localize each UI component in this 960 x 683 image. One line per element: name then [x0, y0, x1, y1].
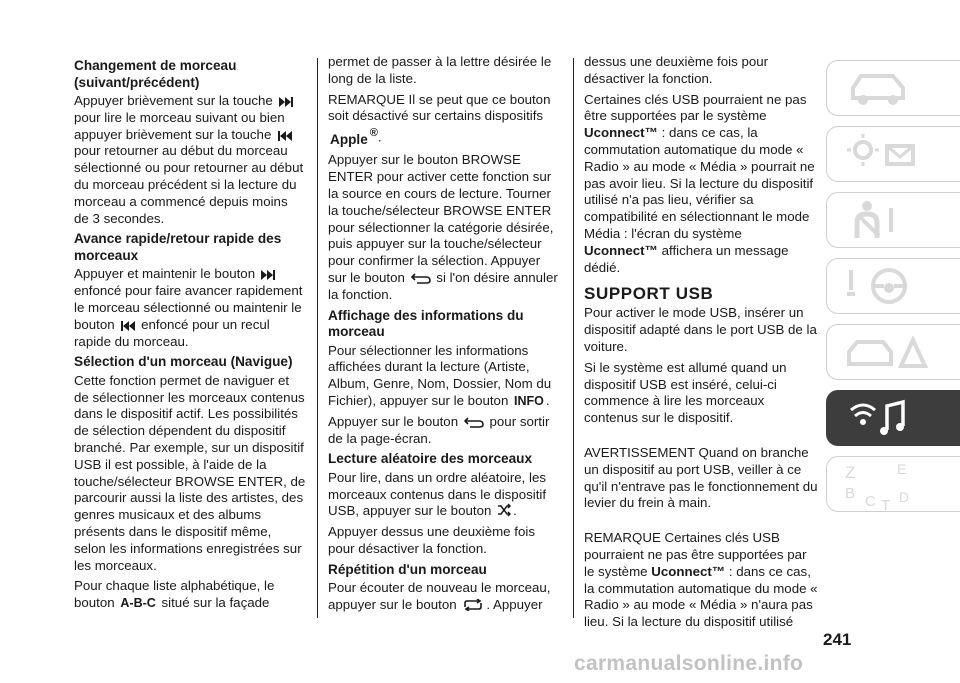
steering-wheel-icon: [841, 264, 931, 308]
chapter-tab-index[interactable]: [826, 456, 960, 512]
paragraph-usb-activate: Pour activer le mode USB, insérer un dispositif adapté dans le port USB de la voiture.: [584, 305, 817, 354]
paragraph-usb-note: REMARQUE Certaines clés USB pourraient ne pas être supportées par le système Uconnect™ : dans ce cas, la commutation automatique du mode « Radio » au mode « Média » n'aura pas lieu. Si la lecture du dispositif utilisé: [584, 530, 818, 630]
heading-track-selection: Sélection d'un morceau (Navigue): [74, 354, 293, 370]
paragraph-track-selection: Cette fonction permet de naviguer et de sélectionner les morceaux contenus dans le dispositif actif. Les possibilités de sélection dépendent du dispositif branché. Par exemple, sur un dispositif USB il est possible, à l'aide de la touche/sélecteur BROWSE ENTER, de parcourir aussi la liste des artistes, des genres musicaux et des albums présents dans le dispositif même, selon les informations enregistrées sur les morceaux.: [74, 372, 306, 573]
index-letter: E: [897, 462, 907, 477]
warning-lights-icon: [841, 132, 931, 176]
chapter-tabs: [826, 60, 960, 522]
index-letter: Z: [845, 463, 856, 482]
paragraph-shuffle-off: Appuyer dessus une deuxième fois pour désactiver la fonction.: [328, 524, 535, 557]
paragraph-usb-autoplay: Si le système est allumé quand un dispositif USB est inséré, celui-ci commence à lire les morceaux contenus sur le dispositif.: [584, 359, 787, 426]
chapter-tab-driving[interactable]: [826, 258, 960, 314]
watermark: carmanualsonline.info: [574, 652, 804, 675]
uconnect-brand: Uconnect™: [584, 125, 658, 141]
repeat-icon: [462, 599, 484, 611]
paragraph-shuffle: Pour lire, dans un ordre aléatoire, les morceaux contenus dans le dispositif USB, appuyer sur le bouton .: [328, 469, 547, 519]
car-icon: [841, 66, 931, 110]
apple-brand: Apple: [330, 131, 368, 147]
uconnect-brand: Uconnect™: [651, 563, 726, 579]
heading-usb-support: SUPPORT USB: [584, 284, 714, 304]
seatbelt-icon: [841, 198, 931, 242]
breakdown-icon: [841, 330, 931, 374]
heading-fast-forward: Avance rapide/retour rapide des morceaux: [74, 231, 282, 263]
paragraph-alphabetic-list-cont: permet de passer à la lettre désirée le long de la liste.: [328, 54, 552, 86]
abc-button-label: A-B-C: [120, 596, 156, 611]
info-button-label: INFO: [514, 393, 544, 408]
chapter-tab-vehicle[interactable]: [826, 60, 960, 116]
heading-repeat: Répétition d'un morceau: [328, 561, 487, 577]
index-letter: D: [899, 489, 910, 505]
next-track-icon: [261, 270, 276, 280]
heading-shuffle: Lecture aléatoire des morceaux: [328, 451, 532, 467]
column-left: [74, 54, 306, 616]
paragraph-alphabetic-list: Pour chaque liste alphabétique, le bouton A-B-C situé sur la façade: [74, 578, 275, 611]
column-right: [584, 54, 818, 635]
index-letter: T: [881, 497, 891, 512]
column-middle: [328, 54, 560, 618]
index-letter: C: [865, 493, 876, 510]
previous-track-icon: [120, 321, 135, 331]
paragraph-repeat-off: dessus une deuxième fois pour désactiver la fonction.: [584, 54, 769, 86]
chapter-tab-multimedia[interactable]: [826, 390, 960, 446]
chapter-tab-emergency[interactable]: [826, 324, 960, 380]
paragraph-track-info: Pour sélectionner les informations affichées durant la lecture (Artiste, Album, Genre, Nom, Dossier, Nom du Fichier), appuyer sur le bouton INFO .: [328, 342, 552, 408]
shuffle-icon: [497, 503, 511, 517]
multimedia-icon: [841, 396, 931, 440]
previous-track-icon: [277, 131, 292, 141]
column-divider: [317, 58, 318, 618]
page-number: 241: [823, 630, 852, 649]
paragraph-apple-note: REMARQUE Il se peut que ce bouton soit désactivé sur certains dispositifs Apple ®.: [328, 91, 551, 147]
paragraph-fast-forward: Appuyer et maintenir le bouton enfoncé pour faire avancer rapidement le morceau sélectionné ou maintenir le bouton enfoncé pour un recul rapide du morceau.: [74, 266, 303, 349]
paragraph-browse-enter: Appuyer sur le bouton BROWSE ENTER pour activer cette fonction sur la source en cours de lecture. Tourner la touche/sélecteur BROWSE ENTER pour sélectionner la catégorie désirée, puis appuyer sur la touche/sélecteur pour confirmer la sélection. Appuyer sur le bouton si l'on désire annuler la fonction.: [328, 152, 558, 302]
uconnect-brand: Uconnect™: [584, 242, 658, 258]
paragraph-usb-warning: AVERTISSEMENT Quand on branche un dispositif au port USB, veiller à ce qu'il n'entrave pas le fonctionnement du levier du frein à main.: [584, 444, 818, 511]
paragraph-repeat: Pour écouter de nouveau le morceau, appuyer sur le bouton . Appuyer: [328, 580, 551, 613]
paragraph-track-change: Appuyer brièvement sur la touche pour lire le morceau suivant ou bien appuyer brièvement sur la touche pour retourner au début du morceau sélectionné ou pour retourner au début du morceau précédent si la lecture du morceau a commencé depuis moins de 3 secondes.: [74, 93, 304, 226]
back-icon: [411, 273, 431, 284]
back-icon: [464, 417, 484, 428]
index-letter: B: [845, 485, 856, 502]
chapter-tab-safety[interactable]: [826, 192, 960, 248]
heading-track-info: Affichage des informations du morceau: [328, 307, 524, 340]
paragraph-usb-support: Certaines clés USB pourraient ne pas être supportées par le système Uconnect™ : dans ce cas, la commutation automatique du mode « Radio » au mode « Média » pourrait ne pas avoir lieu. Si la lecture du dispositif utilisé n'a pas lieu, vérifier sa compatibilité en sélectionnant le mode Média : l'écran du système Uconnect™ affichera un message dédié.: [584, 91, 815, 275]
index-icon: [841, 462, 941, 512]
next-track-icon: [279, 97, 294, 107]
chapter-tab-warning-lights[interactable]: [826, 126, 960, 182]
paragraph-exit-screen: Appuyer sur le bouton pour sortir de la page-écran.: [328, 413, 550, 446]
heading-track-change: Changement de morceau (suivant/précédent): [74, 58, 237, 90]
column-divider: [573, 58, 574, 618]
